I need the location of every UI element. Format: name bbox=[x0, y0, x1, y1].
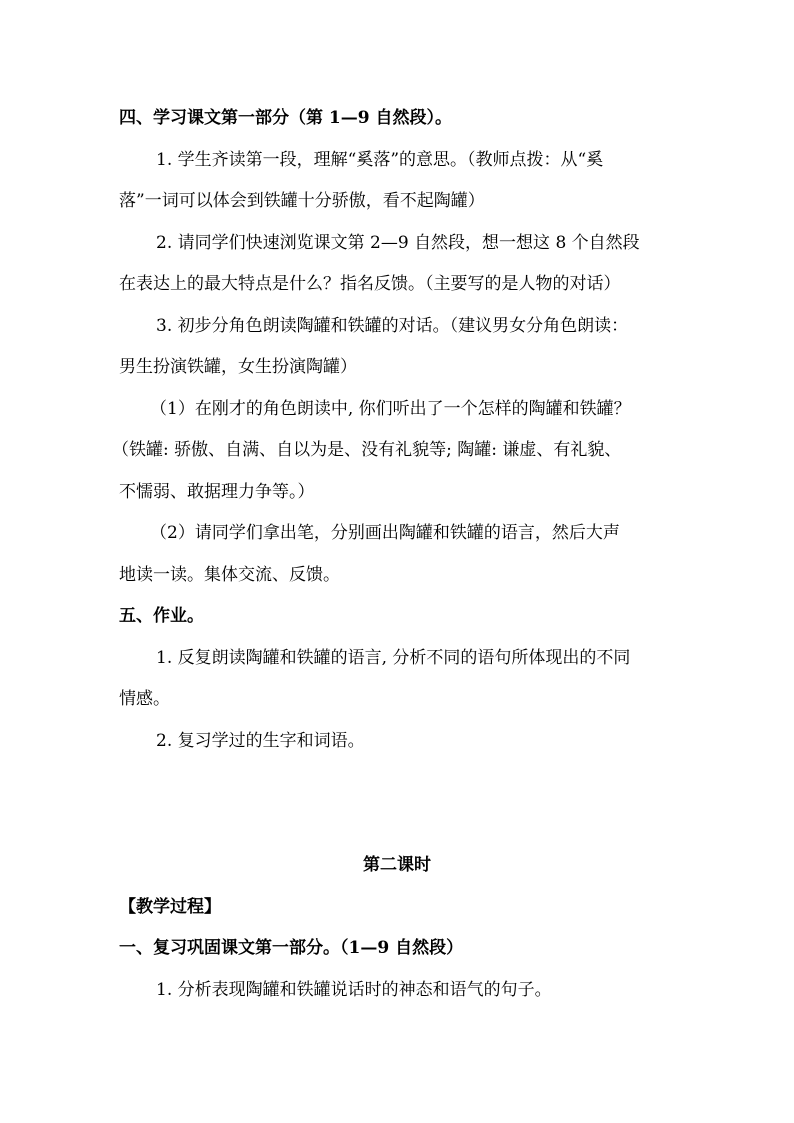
section4-item1-line1: 1. 学生齐读第一段，理解“奚落”的意思。（教师点拨：从“奚 bbox=[156, 150, 604, 170]
section4-item2-line1: 2. 请同学们快速浏览课文第 2—9 自然段，想一想这 8 个自然段 bbox=[156, 233, 640, 253]
section4-sub1-line3: 不懦弱、敢据理力争等。） bbox=[119, 482, 315, 502]
section4-sub1-line1: （1）在刚才的角色朗读中, 你们听出了一个怎样的陶罐和铁罐？ bbox=[150, 399, 631, 419]
section5-item1-line2: 情感。 bbox=[119, 689, 170, 709]
section4-item1-line2: 落”一词可以体会到铁罐十分骄傲，看不起陶罐） bbox=[119, 191, 485, 211]
lesson2-section1-heading: 一、复习巩固课文第一部分。（1—9 自然段） bbox=[119, 938, 464, 958]
section4-item3-line2: 男生扮演铁罐，女生扮演陶罐） bbox=[119, 357, 357, 377]
lesson2-process-heading: 【教学过程】 bbox=[119, 897, 221, 917]
section4-heading: 四、学习课文第一部分（第 1—9 自然段）。 bbox=[119, 108, 452, 128]
section5-item2-line1: 2. 复习学过的生字和词语。 bbox=[156, 731, 365, 751]
section4-sub2-line2: 地读一读。集体交流、反馈。 bbox=[119, 565, 340, 585]
section4-sub2-line1: （2）请同学们拿出笔，分别画出陶罐和铁罐的语言，然后大声 bbox=[150, 523, 620, 543]
lesson2-item1-line1: 1. 分析表现陶罐和铁罐说话时的神态和语气的句子。 bbox=[156, 980, 552, 1000]
section4-item3-line1: 3. 初步分角色朗读陶罐和铁罐的对话。（建议男女分角色朗读： bbox=[156, 316, 629, 336]
section5-item1-line1: 1. 反复朗读陶罐和铁罐的语言, 分析不同的语句所体现出的不同 bbox=[156, 648, 631, 668]
section4-sub1-line2: （铁罐: 骄傲、自满、自以为是、没有礼貌等; 陶罐: 谦虚、有礼貌、 bbox=[112, 440, 622, 460]
lesson2-title: 第二课时 bbox=[363, 855, 431, 875]
section4-item2-line2: 在表达上的最大特点是什么？指名反馈。（主要写的是人物的对话） bbox=[119, 274, 621, 294]
section5-heading: 五、作业。 bbox=[119, 606, 204, 626]
